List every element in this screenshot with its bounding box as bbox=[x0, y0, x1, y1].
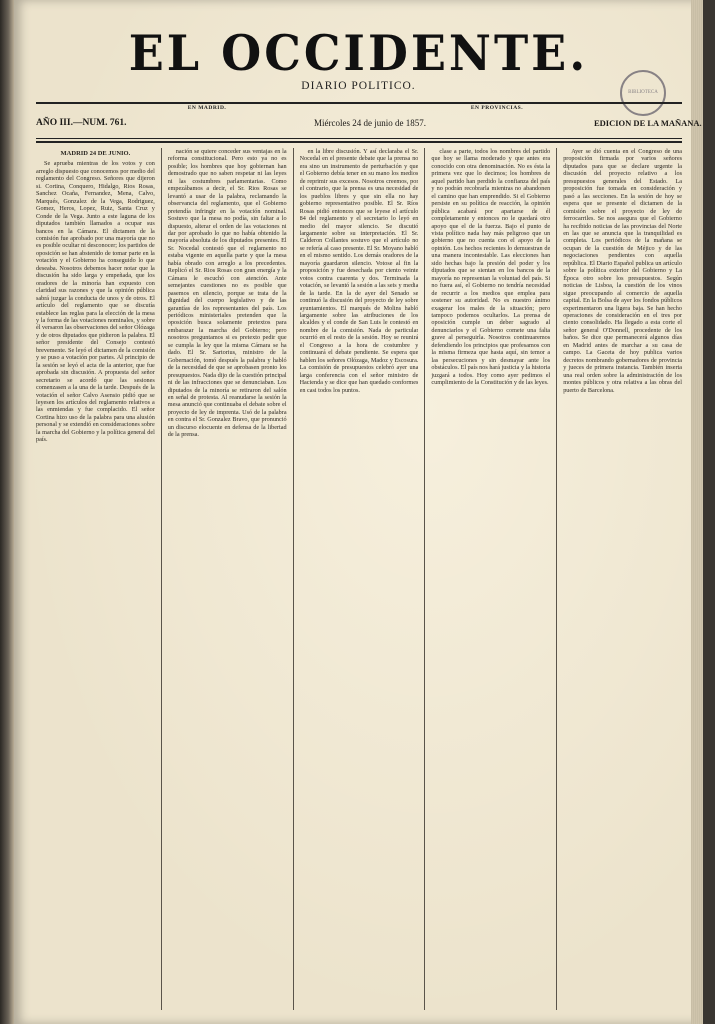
column-2 bbox=[168, 148, 287, 1010]
masthead-title: EL OCCIDENTE. bbox=[128, 24, 589, 82]
column-divider bbox=[161, 148, 162, 1010]
column-text: nación se quiere conceder sus ventajas en la reforma constitucional. Pero esto ya no es posible; los hombres que hoy gobiernan han demostrado que no saben respetar ni las leyes ni las costumbres parlamentarias. Como empezábamos a decir, el Sr. Rios Rosas se levantó a usar de la palabra, reclamando la observancia del reglamento, que el Gobierno pretendía infringir en la votación nominal. Sostuvo que la mesa no podía, sin faltar a lo dispuesto, alterar el orden de las votaciones ni dar por aprobado lo que no había obtenido la mayoría absoluta de los diputados presentes. El Sr. Nocedal contestó que el reglamento no estaba vigente en aquella parte y que la mesa había obrado con arreglo a los precedentes. Replicó el Sr. Rios Rosas con gran energía y la Cámara le escuchó con atención. Ante semejantes cuestiones no es posible que pasemos en silencio, porque se trata de la dignidad del cuerpo legislativo y de las garantías de los representantes del país. Los periódicos ministeriales pretenden que la oposición busca solamente pretextos para embarazar la marcha del Gobierno; pero nosotros preguntamos si es pretexto pedir que se cumpla la ley que la misma Cámara se ha dado. El Sr. Sartorius, ministro de la Gobernación, tomó después la palabra y habló de la necesidad de que se aprobasen pronto los presupuestos. Nada dijo de la cuestión principal ni de las infracciones que se denunciaban. Los diputados de la minoría se retiraron del salón en señal de protesta. Al reanudarse la sesión la mesa anunció que continuaba el debate sobre el proyecto de ley de imprenta. Usó de la palabra en contra el Sr. Gonzalez Bravo, que pronunció un discurso elocuente en defensa de la libertad de la prensa. bbox=[167, 148, 287, 439]
library-stamp bbox=[620, 70, 666, 116]
column-divider bbox=[424, 148, 425, 1010]
column-divider bbox=[556, 148, 557, 1010]
price-box-provincias-heading: EN PROVINCIAS. bbox=[470, 105, 524, 111]
library-stamp-text: BIBLIOTECA bbox=[628, 90, 658, 95]
book-spine bbox=[0, 0, 14, 1024]
column-text: Se aprueba mientras de los votos y con arreglo dispuesto que conocemos por medio del reglamento del Congreso. Señores que dijeron si. Cortina, Conquero, Hidalgo, Rios Rosas, Sanchez Ocaña, Fernandez, Mena, Calvo, Marqués, Gonzalez de la Vega, Rodriguez, Gomez, Heros, Lopez, Ruiz, Santa Cruz y Conde de la Vega. Junto a este laguna de los diputados también llamados a ocupar sus bancos en la Cámara. El dictamen de la comisión fue aprobado por una mayoría que no es posible ocultar ni desconocer; los partidos de oposición se han abstenido de tomar parte en la votación y el Gobierno ha conseguido lo que deseaba. Nosotros debemos hacer notar que la discusión ha sido larga y empeñada, que los oradores de la minoría han expuesto con claridad sus razones y que la opinión pública sabrá juzgar la conducta de unos y de otros. El artículo del reglamento que se discutía establece las reglas para la elección de la mesa y la forma de las votaciones nominales, y sobre él versaron las observaciones del señor Olózaga y de otros diputados que pidieron la palabra. El señor presidente del Consejo contestó brevemente. Se leyó el dictamen de la comisión y se puso a votación por partes. Al principio de la sesión se leyó el acta de la anterior, que fue aprobada sin discusión. A propuesta del señor secretario se acordó que las sesiones comenzasen a la una de la tarde. Después de la votación el señor Calvo Asensio pidió que se leyesen los artículos del reglamento relativos a las enmiendas y fue complacido. El señor Cortina hizo uso de la palabra para una alusión personal y se extendió en consideraciones sobre la marcha del Gobierno y la política general del país. bbox=[36, 160, 155, 444]
article-columns bbox=[36, 148, 682, 1010]
price-box-provincias bbox=[402, 106, 592, 112]
column-divider bbox=[293, 148, 294, 1010]
header-rule-bottom bbox=[36, 141, 682, 143]
header-rule-top bbox=[36, 102, 682, 104]
column-3 bbox=[300, 148, 419, 1010]
issue-date: Miércoles 24 de junio de 1857. bbox=[314, 118, 426, 128]
column-text: Ayer se dió cuenta en el Congreso de una proposición firmada por varios señores diputados para que se declare urgente la discusión del proyecto relativo a los presupuestos generales del Estado. La proposición fue tomada en consideración y pasó a las secciones. En la sesión de hoy se espera que se presente el dictamen de la comisión sobre el proyecto de ley de ferrocarriles. Se nos asegura que el Gobierno ha recibido noticias de las provincias del Norte en las que se anuncia que la tranquilidad es completa. Los periódicos de la mañana se ocupan de la cuestión de Méjico y de las negociaciones pendientes con aquella república. El Diario Español publica un artículo sobre la política exterior del Gobierno y La Época otro sobre los presupuestos. Según noticias de Lisboa, la cuestión de los vinos sigue preocupando al comercio de aquella capital. En la Bolsa de ayer los fondos públicos experimentaron una ligera baja. Se han hecho operaciones de consideración en el tres por ciento consolidado. Ha llegado a esta corte el señor general O'Donnell, procedente de los baños. Se dice que permanecerá algunos días en Madrid antes de marchar a su casa de campo. La Gaceta de hoy publica varios decretos nombrando gobernadores de provincia y jueces de primera instancia. También inserta una real orden sobre la administración de los montes públicos y otra relativa a las obras del puerto de Barcelona. bbox=[563, 148, 682, 394]
price-box-madrid-heading: EN MADRID. bbox=[187, 105, 227, 111]
column-4 bbox=[431, 148, 550, 1010]
column-5 bbox=[563, 148, 682, 1010]
newspaper-page bbox=[14, 0, 703, 1024]
column-text: en la libre discusión. Y así declaraba el Sr. Nocedal en el presente debate que la prensa no era sino un instrumento de perturbación y que el Gobierno debía tener en su mano los medios de reprimir sus excesos. Nosotros creemos, por el contrario, que la prensa es una necesidad de los pueblos libres y que sin ella no hay gobierno representativo posible. El Sr. Ríos Rosas pidió entonces que se leyese el artículo 84 del reglamento y el secretario lo leyó en medio del mayor silencio. Se discutió largamente sobre su interpretación. El Sr. Calderon Collantes sostuvo que el artículo no se refería al caso presente. El Sr. Moyano habló en el mismo sentido. Los demás oradores de la mayoría guardaron silencio. Votose al fin la proposición y fue desechada por ciento veinte votos contra cuarenta y dos. Terminada la votación, se levantó la sesión a las seis y media de la tarde. En la de ayer del Senado se continuó la discusión del proyecto de ley sobre ayuntamientos. El marqués de Molins habló largamente sobre las atribuciones de los alcaldes y el conde de San Luis le contestó en nombre de la comisión. Nada de particular ocurrió en el resto de la sesión. Hoy se reunirá el Congreso a la hora de costumbre y continuará el debate pendiente. Se espera que hablen los señores Olózaga, Madoz y Escosura. La comisión de presupuestos celebró ayer una larga conferencia con el señor ministro de Hacienda y se dice que han quedado conformes en casi todos los puntos. bbox=[299, 148, 419, 394]
volume-number: AÑO III.—NUM. 761. bbox=[36, 118, 127, 128]
page-edge bbox=[691, 0, 703, 1024]
column-1 bbox=[36, 148, 155, 1010]
edition-label: EDICION DE LA MAÑANA. bbox=[594, 118, 702, 128]
price-box-madrid bbox=[112, 106, 302, 112]
masthead-subtitle: DIARIO POLITICO. bbox=[301, 80, 416, 92]
header-rule-middle bbox=[36, 138, 682, 139]
column-text: clase a parte, todos los nombres del partido que hoy se llama moderado y que antes era conocido con otra denominación. No es ésta la primera vez que lo decimos; los hombres de aquel partido han perdido la confianza del país y no podrán recobrarla mientras no abandonen el camino que han emprendido. Si el Gobierno persiste en su política de reacción, la opinión pública acabará por apartarse de él completamente y entonces no le quedará otro apoyo que el de la fuerza. Bajo el punto de vista político nada hay más peligroso que un gobierno que no cuenta con el apoyo de la opinión. Los hechos recientes lo demuestran de una manera incontestable. Las elecciones han sido hechas bajo la presión del poder y los diputados que se sientan en los bancos de la mayoría no representan la voluntad del país. Si no fuera así, el Gobierno no tendría necesidad de recurrir a los medios que emplea para sostener su autoridad. No es nuestro ánimo exagerar los males de la situación; pero tampoco podemos ocultarlos. La prensa de oposición cumple un deber sagrado al denunciarlos y el Gobierno comete una falta grave al perseguirla. Nosotros continuaremos defendiendo los principios que profesamos con la misma firmeza que hasta aquí, sin temor a las persecuciones y sin desmayar ante los obstáculos. El país nos hará justicia y la historia juzgará a todos. Hoy como ayer pedimos el cumplimiento de la Constitución y de las leyes. bbox=[431, 148, 551, 387]
dateline: MADRID 24 DE JUNIO. bbox=[60, 150, 131, 157]
